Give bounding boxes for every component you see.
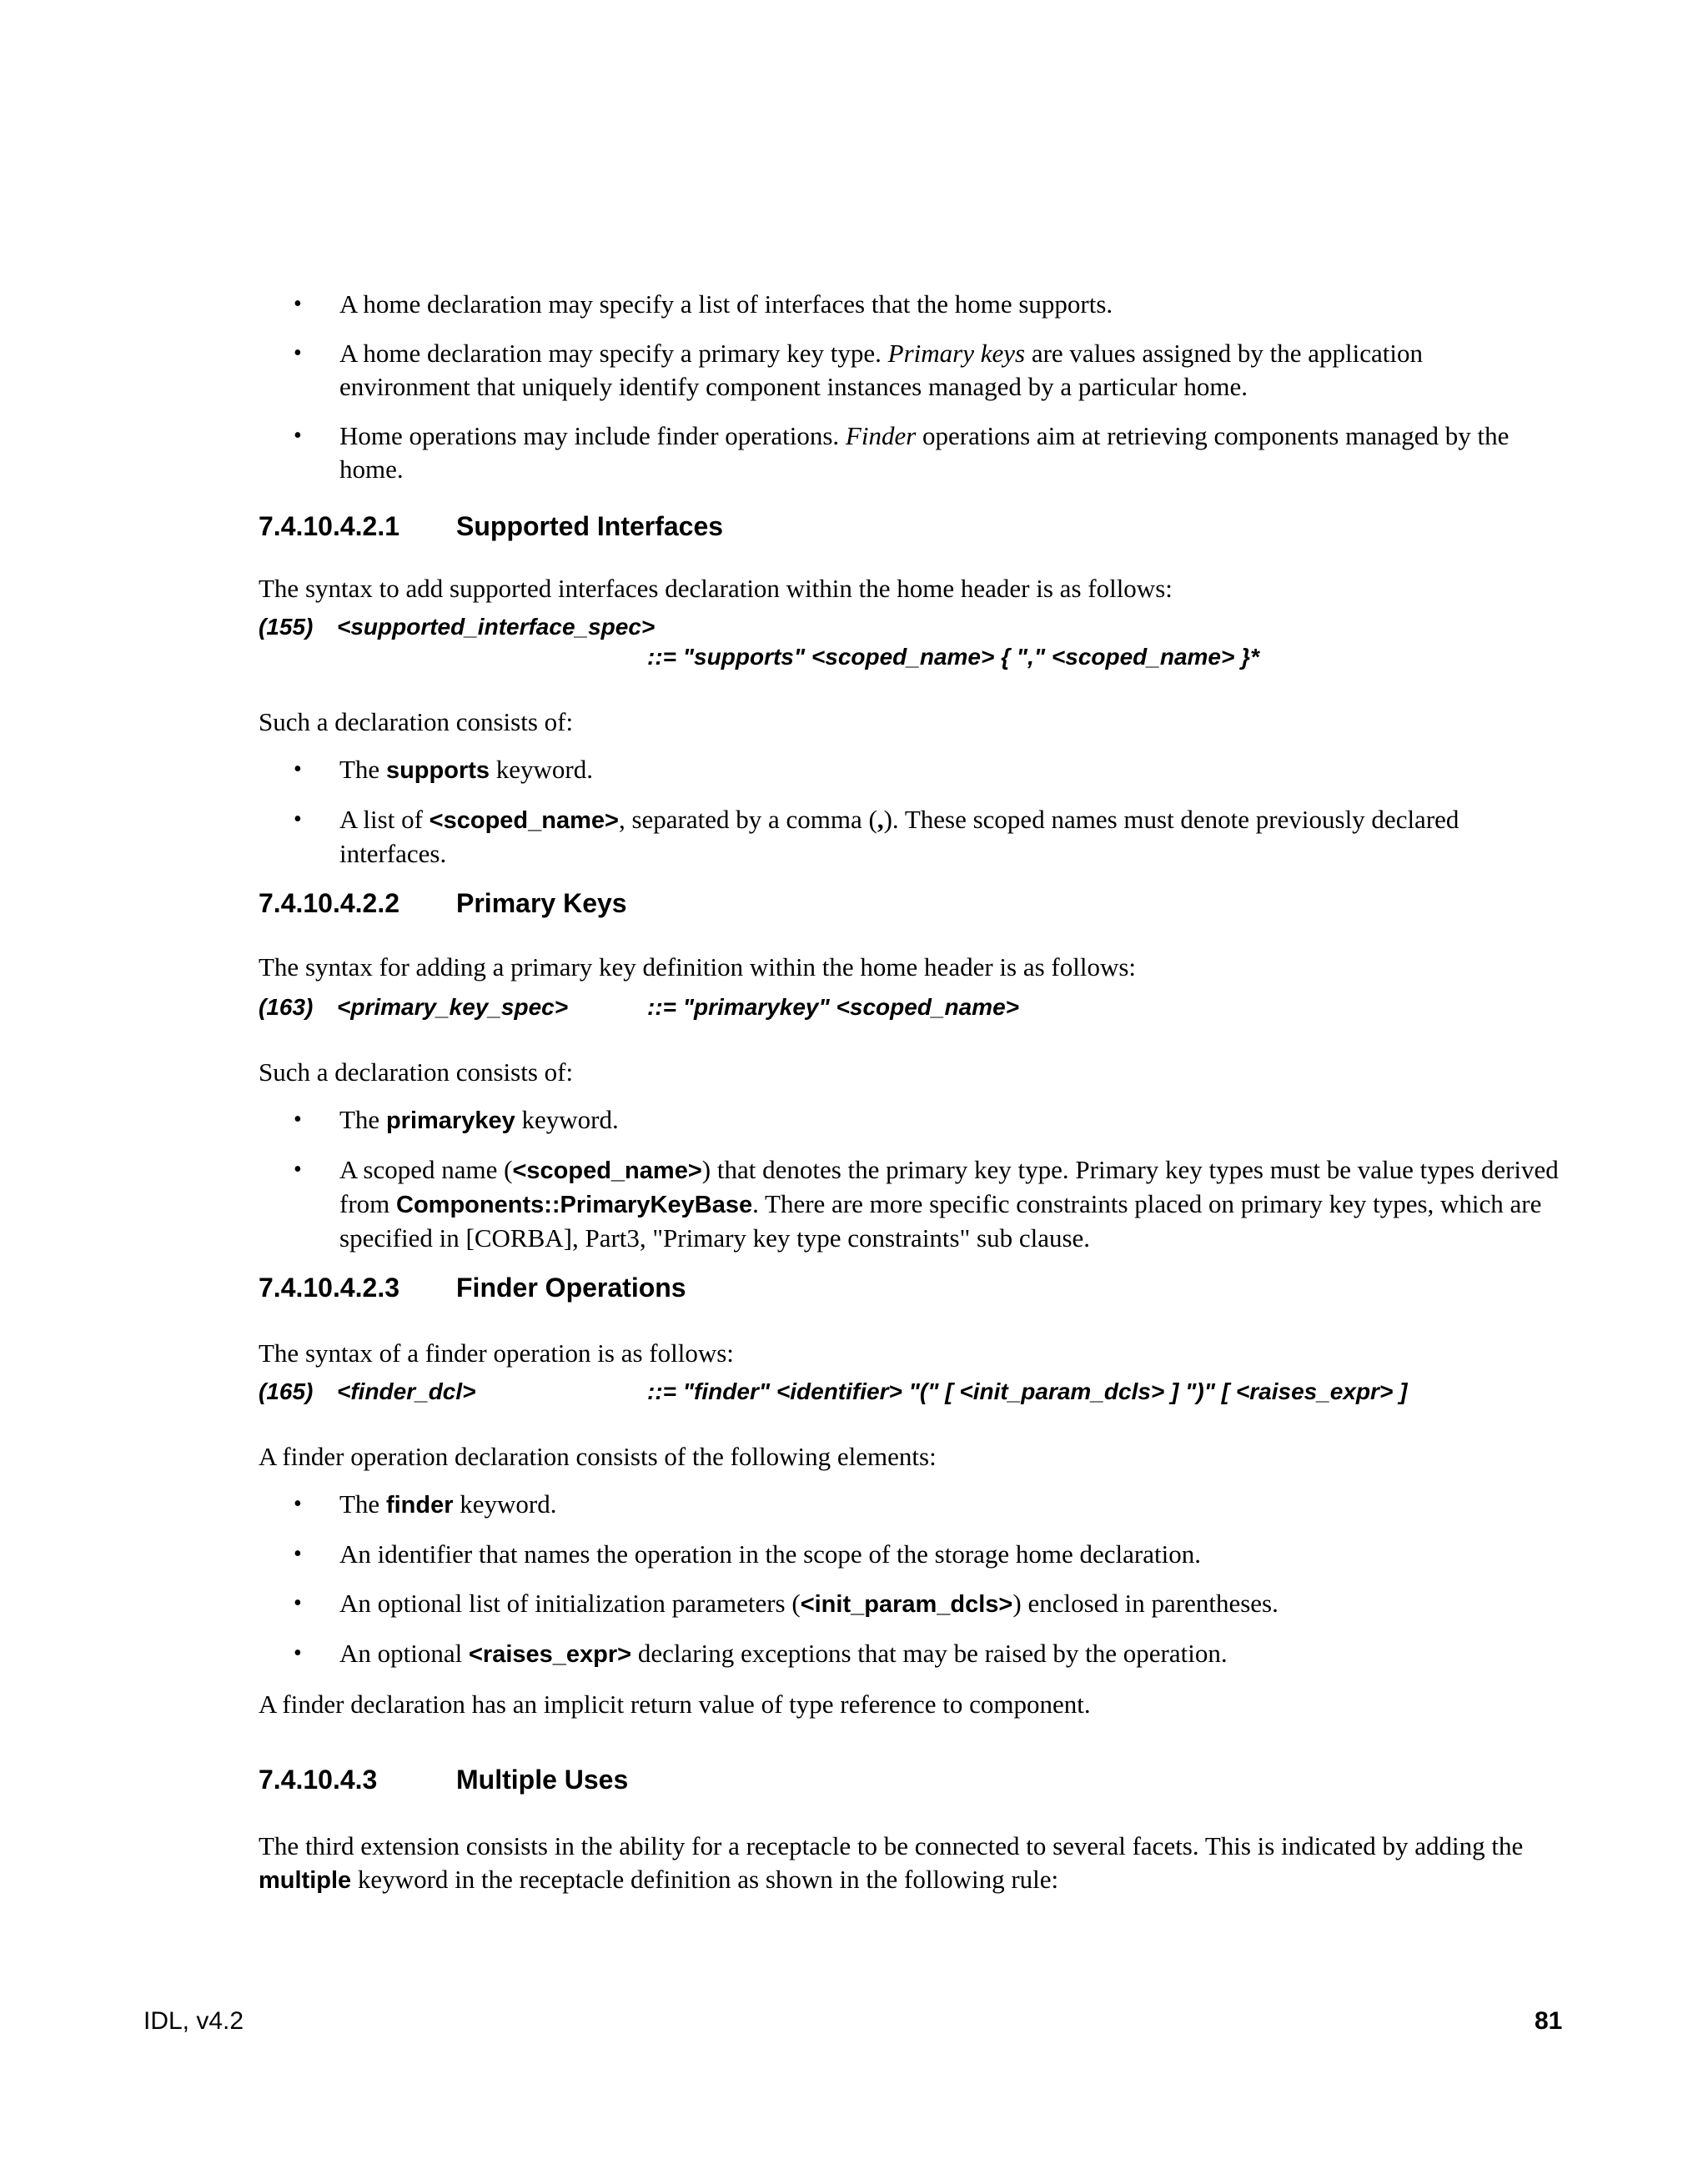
bullet-item (259, 1103, 1560, 1137)
section-heading-supported-interfaces (259, 510, 1560, 543)
text-run: An optional (339, 1639, 469, 1668)
code-keyword: finder (385, 1492, 454, 1519)
bullet-item (259, 1153, 1560, 1255)
text-run: keyword. (490, 755, 593, 784)
bullet-item (259, 753, 1560, 787)
syntax-intro: The syntax to add supported interfaces declaration within the home header is as follows: (259, 574, 1173, 603)
section-heading-primary-keys (259, 886, 1560, 920)
code-keyword: primarykey (385, 1107, 515, 1134)
page-content (259, 288, 1560, 1897)
rule-name: <primary_key_spec> (337, 994, 569, 1020)
rule-definition: ::= "finder" <identifier> "(" [ <init_param_dcls> ] ")" [ <raises_expr> ] (647, 1378, 1408, 1404)
footer-page-number: 81 (1535, 2007, 1563, 2035)
grammar-rule-165 (259, 1377, 1560, 1407)
rule-name: <finder_dcl> (337, 1378, 476, 1404)
text-run: An identifier that names the operation in the scope of the storage home declaration. (339, 1539, 1201, 1569)
grammar-rule-155 (259, 612, 1560, 672)
finder-operations-bullet-list (259, 1488, 1560, 1671)
bullet-item (259, 337, 1560, 404)
text-run: ). These scoped names must denote previously declared interfaces. (339, 805, 1459, 868)
code-keyword: <init_param_dcls> (800, 1591, 1013, 1618)
text-run: keyword. (453, 1489, 557, 1519)
text-run: A home declaration may specify a list of interfaces that the home supports. (339, 289, 1113, 319)
code-keyword: <scoped_name> (512, 1157, 702, 1184)
primary-keys-bullet-list (259, 1103, 1560, 1255)
text-run: A home declaration may specify a primary key type. (339, 339, 888, 368)
text-run: ) enclosed in parentheses. (1012, 1589, 1278, 1618)
finder-return-text: A finder declaration has an implicit return value of type reference to component. (259, 1690, 1091, 1719)
bullet-item (259, 1538, 1560, 1571)
consists-of-text: A finder operation declaration consists of the following elements: (259, 1442, 937, 1471)
rule-definition: ::= "supports" <scoped_name> { "," <scoped_name> }* (647, 644, 1259, 670)
rule-name: <supported_interface_spec> (337, 614, 656, 640)
emphasized-term: Finder (845, 421, 917, 450)
supported-interfaces-bullet-list (259, 753, 1560, 871)
rule-definition: ::= "primarykey" <scoped_name> (647, 994, 1019, 1020)
section-title: Primary Keys (456, 888, 627, 918)
consists-of-text: Such a declaration consists of: (259, 707, 574, 736)
bullet-icon: • (294, 1590, 302, 1616)
section-title: Finder Operations (456, 1273, 686, 1303)
intro-bullet-list (259, 288, 1560, 486)
section-number: 7.4.10.4.3 (259, 1765, 378, 1795)
emphasized-term: Primary keys (887, 339, 1026, 368)
rule-number: (165) (259, 1378, 314, 1404)
code-keyword: multiple (259, 1867, 352, 1894)
section-number: 7.4.10.4.2.1 (259, 511, 400, 541)
text-run: are values assigned by the application environment that uniquely identify component instances managed by a particular home. (339, 339, 1423, 401)
bullet-icon: • (294, 1157, 302, 1182)
bullet-icon: • (294, 1491, 302, 1517)
consists-of-text: Such a declaration consists of: (259, 1057, 574, 1087)
bullet-icon: • (294, 423, 302, 449)
bullet-item (259, 1587, 1560, 1621)
text-run: The (339, 755, 386, 784)
bullet-item (259, 419, 1560, 486)
section-number: 7.4.10.4.2.3 (259, 1273, 400, 1303)
bullet-item (259, 1488, 1560, 1522)
bullet-icon: • (294, 1541, 302, 1567)
bullet-icon: • (294, 291, 302, 317)
text-run: keyword. (515, 1105, 619, 1134)
text-run: keyword in the receptacle definition as shown in the following rule: (351, 1865, 1059, 1894)
section-title: Multiple Uses (456, 1765, 629, 1795)
text-run: , separated by a comma ( (618, 805, 877, 834)
text-run: An optional list of initialization parameters ( (339, 1589, 801, 1618)
bullet-item (259, 803, 1560, 871)
multiple-uses-paragraph (259, 1830, 1560, 1897)
bullet-item (259, 288, 1560, 321)
text-run: . There are more specific constraints placed on primary key types, which are specified in [CORBA], Part3, "Primary key type constraints" sub clause. (339, 1189, 1542, 1253)
text-run: The third extension consists in the ability for a receptacle to be connected to several facets. This is indicated by adding the (259, 1831, 1524, 1860)
bullet-item (259, 1637, 1560, 1671)
section-heading-finder-operations (259, 1271, 1560, 1304)
section-number: 7.4.10.4.2.2 (259, 888, 400, 918)
bullet-icon: • (294, 1640, 302, 1666)
code-keyword: Components::PrimaryKeyBase (396, 1192, 753, 1218)
text-run: A list of (339, 805, 430, 834)
text-run: The (339, 1105, 386, 1134)
bullet-icon: • (294, 806, 302, 832)
rule-number: (163) (259, 994, 314, 1020)
footer-document-id: IDL, v4.2 (143, 2007, 244, 2035)
grammar-rule-163 (259, 992, 1560, 1022)
text-run: Home operations may include finder operations. (339, 421, 846, 450)
bold-text: , (877, 805, 884, 834)
text-run: A scoped name ( (339, 1155, 513, 1184)
text-run: operations aim at retrieving components managed by the home. (339, 421, 1510, 484)
code-keyword: <scoped_name> (429, 807, 619, 834)
code-keyword: supports (385, 757, 490, 784)
syntax-intro: The syntax for adding a primary key definition within the home header is as follows: (259, 952, 1137, 982)
text-run: declaring exceptions that may be raised by the operation. (631, 1639, 1228, 1668)
syntax-intro: The syntax of a finder operation is as follows: (259, 1338, 734, 1368)
section-heading-multiple-uses (259, 1763, 1560, 1796)
rule-number: (155) (259, 614, 314, 640)
code-keyword: <raises_expr> (469, 1641, 632, 1668)
text-run: ) that denotes the primary key type. Primary key types must be value types derived from (339, 1155, 1559, 1218)
section-title: Supported Interfaces (456, 511, 724, 541)
bullet-icon: • (294, 340, 302, 366)
bullet-icon: • (294, 1107, 302, 1132)
bullet-icon: • (294, 756, 302, 782)
text-run: The (339, 1489, 386, 1519)
